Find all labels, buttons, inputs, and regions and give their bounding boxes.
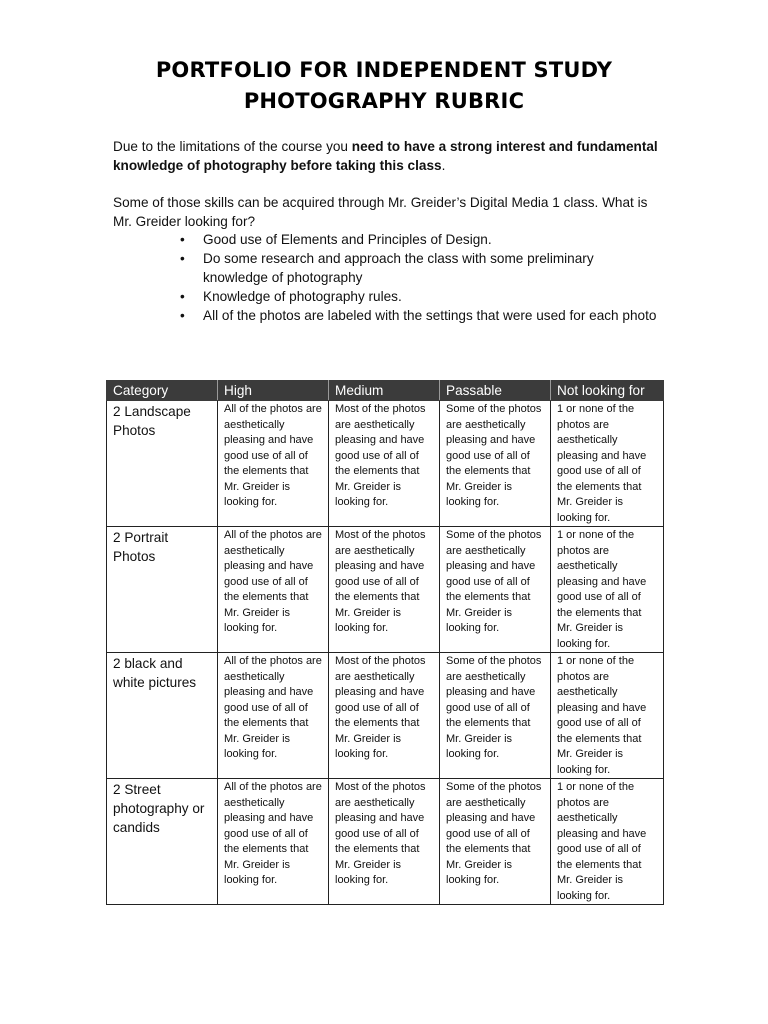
table-cell: 1 or none of the photos are aesthetically pleasing and have good use of all of the elements that Mr. Greider is looking for.	[551, 527, 664, 653]
row-category: 2 Portrait Photos	[107, 527, 218, 653]
list-item	[113, 306, 658, 325]
list-item-text: Good use of Elements and Principles of Design.	[203, 232, 492, 247]
list-item-text: Do some research and approach the class with some preliminary knowledge of photography	[203, 251, 594, 285]
list-item-text: Knowledge of photography rules.	[203, 289, 402, 304]
table-cell: Some of the photos are aesthetically pleasing and have good use of all of the elements that Mr. Greider is looking for.	[440, 653, 551, 779]
table-cell: Some of the photos are aesthetically pleasing and have good use of all of the elements that Mr. Greider is looking for.	[440, 779, 551, 905]
column-header-medium: Medium	[329, 381, 440, 401]
table-cell: Most of the photos are aesthetically pleasing and have good use of all of the elements that Mr. Greider is looking for.	[329, 653, 440, 779]
skills-paragraph: Some of those skills can be acquired through Mr. Greider’s Digital Media 1 class. What is Mr. Greider looking for?	[113, 195, 648, 229]
requirements-list	[113, 230, 658, 325]
table-row	[107, 779, 664, 905]
bullet-icon: •	[180, 232, 185, 247]
bullet-icon: •	[180, 308, 185, 323]
table-cell: All of the photos are aesthetically pleasing and have good use of all of the elements that Mr. Greider is looking for.	[218, 527, 329, 653]
column-header-not-looking-for: Not looking for	[551, 381, 664, 401]
table-cell: Some of the photos are aesthetically pleasing and have good use of all of the elements that Mr. Greider is looking for.	[440, 401, 551, 527]
table-cell: Most of the photos are aesthetically pleasing and have good use of all of the elements that Mr. Greider is looking for.	[329, 527, 440, 653]
list-item	[113, 287, 658, 306]
document-title-line-1: PORTFOLIO FOR INDEPENDENT STUDY	[155, 58, 613, 82]
document-title-line-2: PHOTOGRAPHY RUBRIC	[243, 89, 525, 113]
table-cell: Most of the photos are aesthetically pleasing and have good use of all of the elements that Mr. Greider is looking for.	[329, 779, 440, 905]
column-header-category: Category	[107, 381, 218, 401]
row-category: 2 black and white pictures	[107, 653, 218, 779]
table-cell: 1 or none of the photos are aesthetically pleasing and have good use of all of the elements that Mr. Greider is looking for.	[551, 401, 664, 527]
list-item-text: All of the photos are labeled with the settings that were used for each photo	[203, 308, 657, 323]
row-category: 2 Landscape Photos	[107, 401, 218, 527]
row-category: 2 Street photography or candids	[107, 779, 218, 905]
table-row	[107, 527, 664, 653]
list-item	[113, 230, 658, 249]
table-header-row	[107, 381, 664, 401]
rubric-table	[106, 380, 664, 905]
table-cell: All of the photos are aesthetically pleasing and have good use of all of the elements that Mr. Greider is looking for.	[218, 401, 329, 527]
table-cell: Most of the photos are aesthetically pleasing and have good use of all of the elements that Mr. Greider is looking for.	[329, 401, 440, 527]
column-header-high: High	[218, 381, 329, 401]
intro-text: Due to the limitations of the course you	[113, 139, 352, 154]
intro-paragraph	[113, 137, 658, 175]
column-header-passable: Passable	[440, 381, 551, 401]
table-cell: Some of the photos are aesthetically pleasing and have good use of all of the elements that Mr. Greider is looking for.	[440, 527, 551, 653]
bullet-icon: •	[180, 289, 185, 304]
table-row	[107, 653, 664, 779]
table-cell: All of the photos are aesthetically pleasing and have good use of all of the elements that Mr. Greider is looking for.	[218, 653, 329, 779]
bullet-icon: •	[180, 251, 185, 266]
intro-text-end: .	[441, 158, 446, 173]
table-cell: 1 or none of the photos are aesthetically pleasing and have good use of all of the elements that Mr. Greider is looking for.	[551, 653, 664, 779]
intro-bold-text: need to have a strong interest and fundamental knowledge of photography before taking this class	[113, 139, 658, 173]
table-row	[107, 401, 664, 527]
table-cell: All of the photos are aesthetically pleasing and have good use of all of the elements that Mr. Greider is looking for.	[218, 779, 329, 905]
table-cell: 1 or none of the photos are aesthetically pleasing and have good use of all of the elements that Mr. Greider is looking for.	[551, 779, 664, 905]
list-item	[113, 249, 658, 287]
